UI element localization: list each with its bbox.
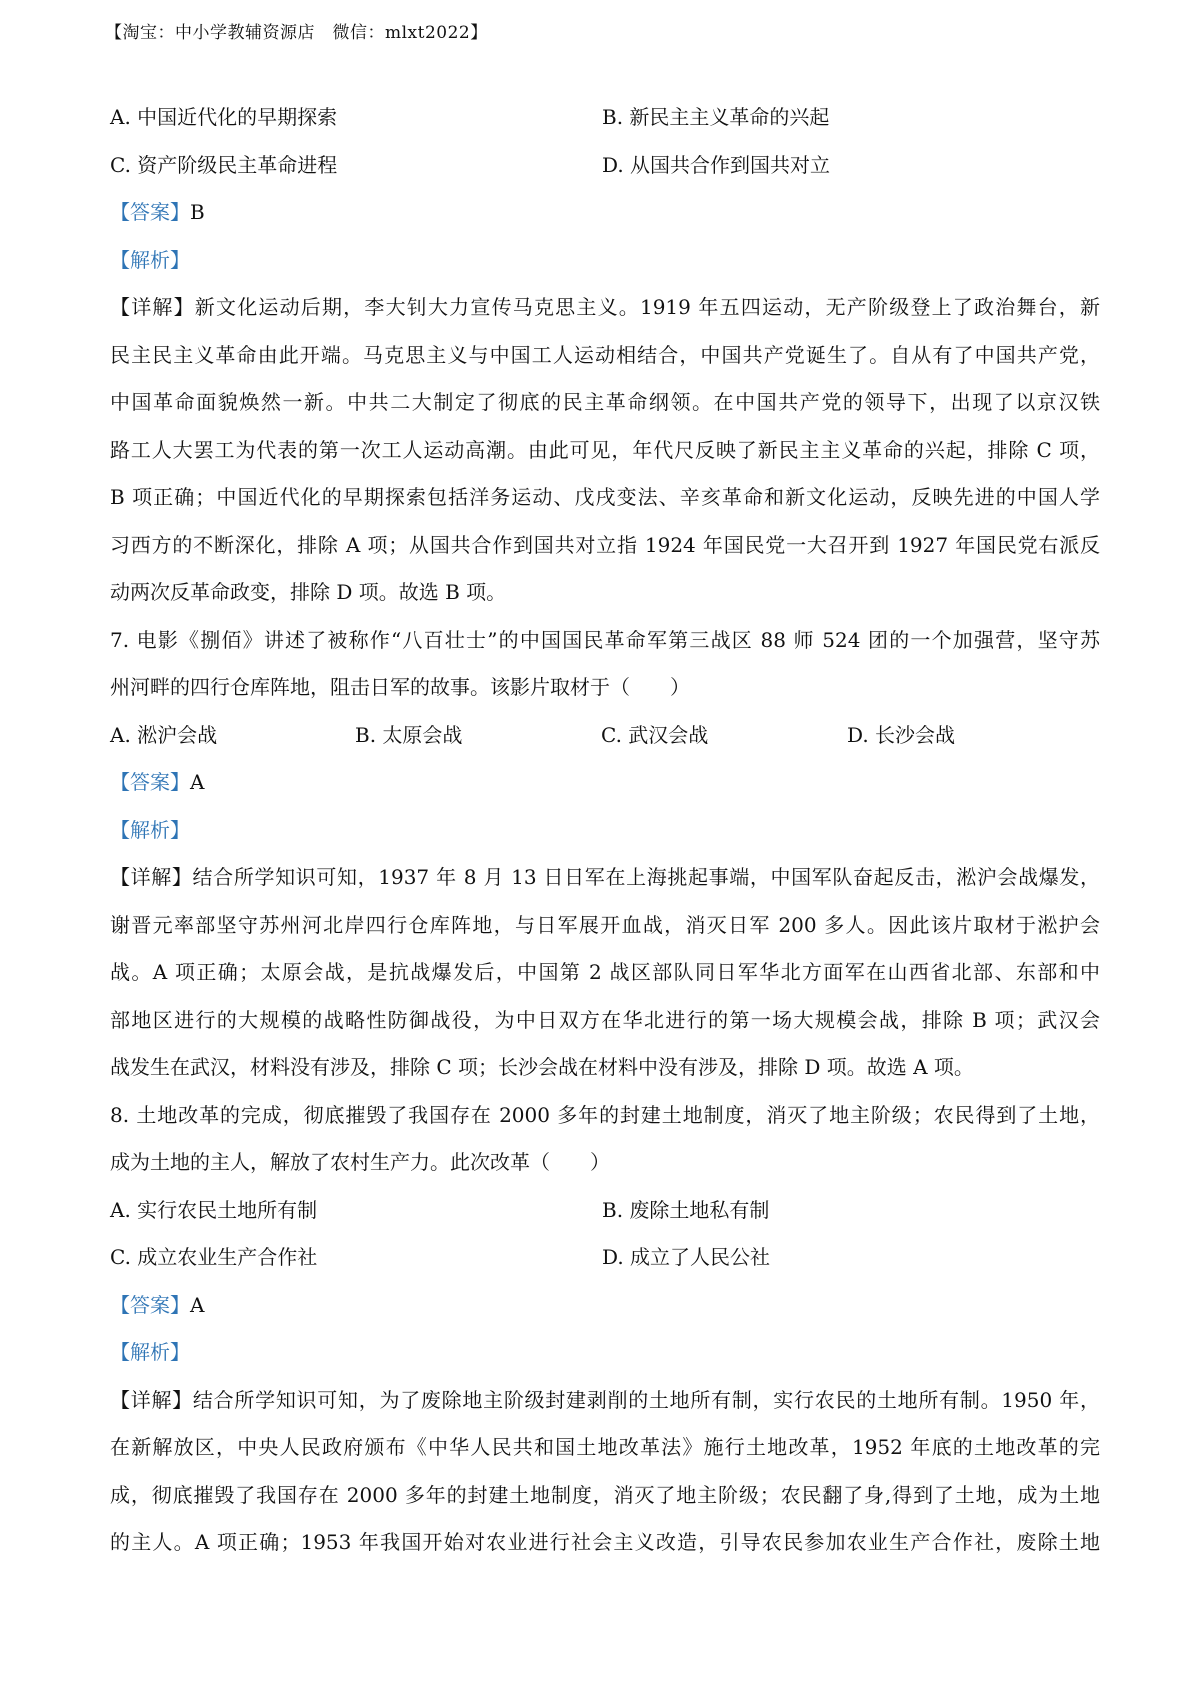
document-content <box>110 94 1100 1567</box>
q6-option-d: D. 从国共合作到国共对立 <box>602 152 831 177</box>
q6-detail-line: 中国革命面貌焕然一新。中共二大制定了彻底的民主革命纲领。在中国共产党的领导下，出现了以京汉铁 <box>110 390 1100 414</box>
q6-detail-label: 【详解】 <box>110 295 195 319</box>
q7-stem-line: 州河畔的四行仓库阵地，阻击日军的故事。该影片取材于（ ） <box>110 675 690 699</box>
q7-options-row <box>110 712 1100 760</box>
q7-option-d: D. 长沙会战 <box>847 722 956 747</box>
q6-detail-line: B 项正确；中国近代化的早期探索包括洋务运动、戊戌变法、辛亥革命和新文化运动，反映先进的中国人学 <box>110 485 1100 509</box>
q8-detail-line: 在新解放区，中央人民政府颁布《中华人民共和国土地改革法》施行土地改革，1952 年底的土地改革的完 <box>110 1435 1100 1459</box>
q6-detail-line: 动两次反革命政变，排除 D 项。故选 B 项。 <box>110 580 507 604</box>
q8-option-b: B. 废除土地私有制 <box>602 1197 770 1222</box>
q7-detail-line: 谢晋元率部坚守苏州河北岸四行仓库阵地，与日军展开血战，消灭日军 200 多人。因此该片取材于淞护会 <box>110 912 1100 937</box>
q6-detail-line <box>110 284 1100 332</box>
q6-options-row-2 <box>110 142 1100 190</box>
q7-detail-line <box>110 854 1100 902</box>
q8-answer-label: 【答案】 <box>110 1292 190 1317</box>
q8-options-row-2 <box>110 1234 1100 1282</box>
q7-option-b: B. 太原会战 <box>355 722 463 747</box>
q6-detail-line: 习西方的不断深化，排除 A 项；从国共合作到国共对立指 1924 年国民党一大召开到 1927 年国民党右派反 <box>110 532 1100 557</box>
q8-stem-line: 8. 土地改革的完成，彻底摧毁了我国存在 2000 多年的封建土地制度，消灭了地主阶级；农民得到了土地， <box>110 1102 1100 1127</box>
q7-option-c: C. 武汉会战 <box>601 722 709 747</box>
q6-analysis <box>110 237 1100 285</box>
q7-option-a: A. 淞沪会战 <box>110 722 218 747</box>
q8-option-d: D. 成立了人民公社 <box>602 1245 771 1269</box>
q7-detail-line: 部地区进行的大规模的战略性防御战役，为中日双方在华北进行的第一场大规模会战，排除 B 项；武汉会 <box>110 1007 1100 1032</box>
q8-option-c: C. 成立农业生产合作社 <box>110 1245 318 1269</box>
q7-analysis <box>110 807 1100 855</box>
q8-detail-label: 【详解】 <box>110 1387 193 1412</box>
q8-option-a: A. 实行农民土地所有制 <box>110 1197 318 1222</box>
q8-detail-line: 的主人。A 项正确；1953 年我国开始对农业进行社会主义改造，引导农民参加农业生产合作社，废除土地 <box>110 1530 1100 1554</box>
q8-stem-line: 成为土地的主人，解放了农村生产力。此次改革（ ） <box>110 1150 610 1174</box>
q6-detail-text: 新文化运动后期，李大钊大力宣传马克思主义。1919 年五四运动，无产阶级登上了政治舞台，新 <box>194 295 1100 319</box>
q7-stem-line: 7. 电影《捌佰》讲述了被称作“八百壮士”的中国国民革命军第三战区 88 师 524 团的一个加强营，坚守苏 <box>110 627 1100 652</box>
q7-detail-text: 结合所学知识可知，1937 年 8 月 13 日日军在上海挑起事端，中国军队奋起反击，淞沪会战爆发， <box>192 865 1101 889</box>
q8-detail-text: 结合所学知识可知，为了废除地主阶级封建剥削的土地所有制，实行农民的土地所有制。1950 年， <box>192 1387 1101 1412</box>
q6-option-a: A. 中国近代化的早期探索 <box>110 105 338 129</box>
q7-detail-line: 战。A 项正确；太原会战，是抗战爆发后，中国第 2 战区部队同日军华北方面军在山西省北部、东部和中 <box>110 960 1100 984</box>
q6-detail-line: 民主民主义革命由此开端。马克思主义与中国工人运动相结合，中国共产党诞生了。自从有了中国共产党， <box>110 342 1100 367</box>
q6-answer-label: 【答案】 <box>110 200 190 224</box>
q8-answer <box>110 1282 1100 1330</box>
q6-options-row-1 <box>110 94 1100 142</box>
q7-answer-value: A <box>190 770 205 794</box>
q6-answer <box>110 189 1100 237</box>
q7-detail-line: 战发生在武汉，材料没有涉及，排除 C 项；长沙会战在材料中没有涉及，排除 D 项。故选 A 项。 <box>110 1055 974 1079</box>
q8-analysis-label: 【解析】 <box>110 1340 190 1364</box>
q6-option-b: B. 新民主主义革命的兴起 <box>602 105 830 129</box>
q7-answer <box>110 759 1100 807</box>
q6-answer-value: B <box>190 200 205 224</box>
q8-analysis <box>110 1329 1100 1377</box>
q6-analysis-label: 【解析】 <box>110 247 190 272</box>
q7-detail-label: 【详解】 <box>110 865 193 889</box>
q7-answer-label: 【答案】 <box>110 770 190 794</box>
q7-analysis-label: 【解析】 <box>110 817 190 842</box>
q8-detail-line <box>110 1377 1100 1425</box>
q6-detail-line: 路工人大罢工为代表的第一次工人运动高潮。由此可见，年代尺反映了新民主主义革命的兴起，排除 C 项， <box>110 437 1100 462</box>
page-header: 【淘宝：中小学教辅资源店 微信：mlxt2022】 <box>105 23 488 43</box>
q8-options-row-1 <box>110 1187 1100 1235</box>
q6-option-c: C. 资产阶级民主革命进程 <box>110 152 338 177</box>
q8-detail-line: 成，彻底摧毁了我国存在 2000 多年的封建土地制度，消灭了地主阶级；农民翻了身,得到了土地，成为土地 <box>110 1482 1100 1507</box>
q8-answer-value: A <box>190 1292 205 1317</box>
